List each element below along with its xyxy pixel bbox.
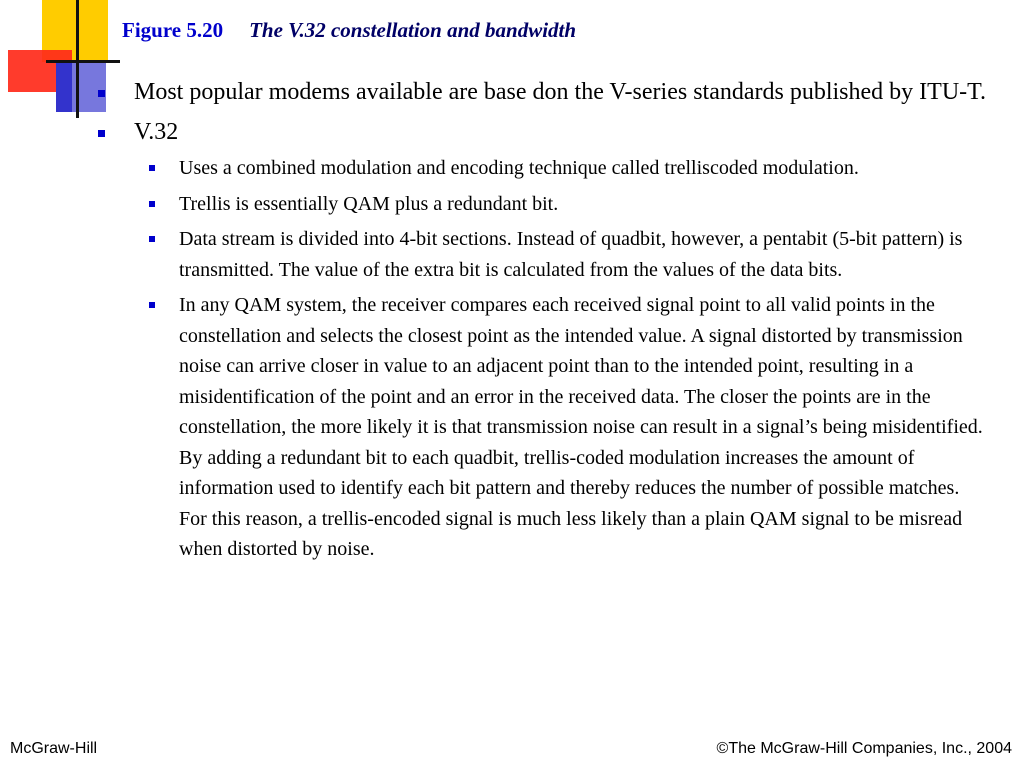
bullet-item <box>96 76 988 109</box>
slide-content <box>96 76 988 572</box>
sub-bullet-text: Trellis is essentially QAM plus a redundant bit. <box>179 192 559 215</box>
square-bullet-icon <box>149 165 155 171</box>
bullet-list <box>96 76 988 565</box>
figure-label: Figure 5.20 <box>122 18 224 42</box>
figure-caption: The V.32 constellation and bandwidth <box>249 18 577 42</box>
logo-horizontal-line <box>46 60 120 63</box>
square-bullet-icon <box>98 90 105 97</box>
square-bullet-icon <box>149 302 155 308</box>
logo-vertical-line <box>76 0 79 118</box>
sub-bullet-text: In any QAM system, the receiver compares each received signal point to all valid points in the constellation and selects the closest point as the intended value. A signal distorted by transmission noise can arrive closer in value to an adjacent point than to the intended point, resulting in a misidentification of the point and an error in the received data. The closer the points are in the constellation, the more likely it is that transmission noise can result in a signal’s being misidentified. By adding a redundant bit to each quadbit, trellis-coded modulation increases the amount of information used to identify each bit pattern and thereby reduces the number of possible matches. For this reason, a trellis-encoded signal is much less likely than a plain QAM signal to be misread when distorted by noise. <box>179 294 983 560</box>
bullet-text: Most popular modems available are base don the V-series standards published by ITU-T. <box>134 79 987 105</box>
bullet-text: V.32 <box>134 119 179 145</box>
sub-bullet-text: Data stream is divided into 4-bit sections. Instead of quadbit, however, a pentabit (5-bit pattern) is transmitted. The value of the extra bit is calculated from the values of the data bits. <box>179 228 963 281</box>
sub-bullet-item <box>134 189 988 220</box>
footer-publisher: McGraw-Hill <box>10 740 98 757</box>
sub-bullet-item <box>134 224 988 285</box>
bullet-item <box>96 116 988 565</box>
sub-bullet-item <box>134 290 988 565</box>
sub-bullet-list <box>134 153 988 565</box>
square-bullet-icon <box>149 201 155 207</box>
square-bullet-icon <box>149 236 155 242</box>
sub-bullet-text: Uses a combined modulation and encoding technique called trelliscoded modulation. <box>179 157 859 179</box>
sub-bullet-item <box>134 153 988 184</box>
footer-copyright: ©The McGraw-Hill Companies, Inc., 2004 <box>716 740 1012 757</box>
slide-title <box>122 18 576 43</box>
square-bullet-icon <box>98 130 105 137</box>
